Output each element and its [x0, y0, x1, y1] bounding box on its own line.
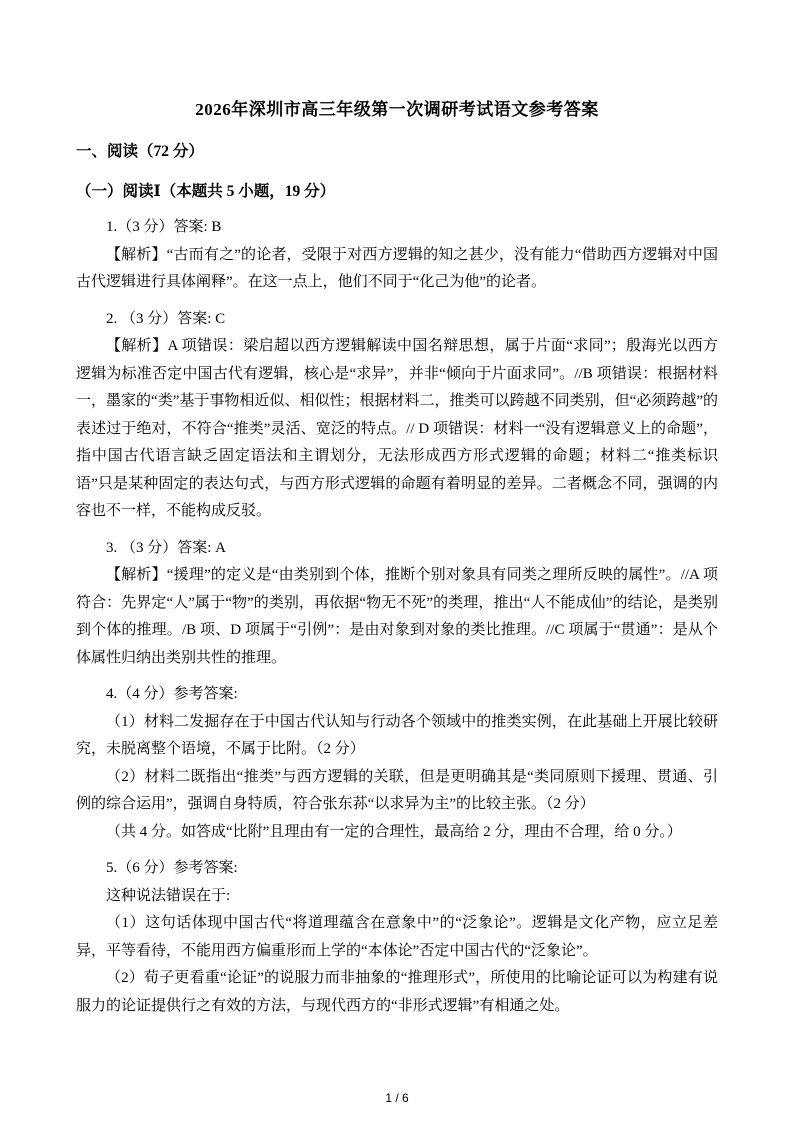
q1-answer-line: 1.（3 分）答案: B: [106, 219, 222, 235]
q4-scoring-note: （共 4 分。如答成“比附”且理由有一定的合理性，最高给 2 分，理由不合理，给 0 分。）: [106, 823, 682, 840]
q4-point-2: （2）材料二既指出“推类”与西方逻辑的关联，但是更明确其是“类同原则下援理、贯通、引例的综合运用”，强调自身特质，符合张东荪“以求异为主”的比较主张。（2 分）: [76, 768, 718, 812]
q5-intro-line: 这种说法错误在于:: [106, 887, 231, 904]
document-title: 2026年深圳市高三年级第一次调研考试语文参考答案: [195, 100, 599, 119]
q5-answer-line: 5.（6 分）参考答案:: [106, 860, 238, 876]
q1-analysis: 【解析】“古而有之”的论者，受限于对西方逻辑的知之甚少，没有能力“借助西方逻辑对中国古代逻辑进行具体阐释”。在这一点上，他们不同于“化己为他”的论者。: [76, 246, 718, 290]
q4-point-1: （1）材料二发掘存在于中国古代认知与行动各个领域中的推类实例，在此基础上开展比较研究，未脱离整个语境，不属于比附。（2 分）: [76, 713, 718, 757]
page-number: 1 / 6: [385, 1091, 409, 1105]
q4-answer-line: 4.（4 分）参考答案:: [106, 686, 238, 702]
subsection-heading-reading-1: （一）阅读Ⅰ（本题共 5 小题，19 分）: [76, 183, 336, 200]
q2-answer-line: 2. （3 分）答案: C: [106, 310, 226, 327]
q5-point-2: （2）荀子更看重“论证”的说服力而非抽象的“推理形式”，所使用的比喻论证可以为构建有说服力的论证提供行之有效的方法，与现代西方的“非形式逻辑”有相通之处。: [76, 970, 718, 1014]
q2-analysis: 【解析】A 项错误：梁启超以西方逻辑解读中国名辩思想，属于片面“求同”；殷海光以西方逻辑为标准否定中国古代有逻辑，核心是“求异”，并非“倾向于片面求同”。//B 项错误：根据材料一，墨家的“类”基于事物相近似、相似性；根据材料二，推类可以跨越不同类别，但“必须跨越”的表述过于绝对，不符合“推类”灵活、宽泛的特点。// D 项错误：材料一“没有逻辑意义上的命题”，指中国古代语言缺乏固定语法和主谓划分，无法形成西方形式逻辑的命题；材料二“推类标识语”只是某种固定的表达句式，与西方形式逻辑的命题有着明显的差异。二者概念不同，强调的内容也不一样，不能构成反驳。: [76, 338, 718, 519]
q3-analysis: 【解析】“援理”的定义是“由类别到个体，推断个别对象具有同类之理所反映的属性”。//A 项符合：先界定“人”属于“物”的类别，再依据“物无不死”的类理，推出“人不能成仙”的结论，是类别到个体的推理。/B 项、D 项属于“引例”：是由对象到对象的类比推理。//C 项属于“贯通”：是从个体属性归纳出类别共性的推理。: [76, 567, 718, 666]
section-heading-reading: 一、阅读（72 分）: [76, 143, 204, 160]
q5-point-1: （1）这句话体现中国古代“将道理蕴含在意象中”的“泛象论”。逻辑是文化产物，应立足差异，平等看待，不能用西方偏重形而上学的“本体论”否定中国古代的“泛象论”。: [76, 915, 718, 959]
q3-answer-line: 3. （3 分）答案: A: [106, 539, 227, 556]
